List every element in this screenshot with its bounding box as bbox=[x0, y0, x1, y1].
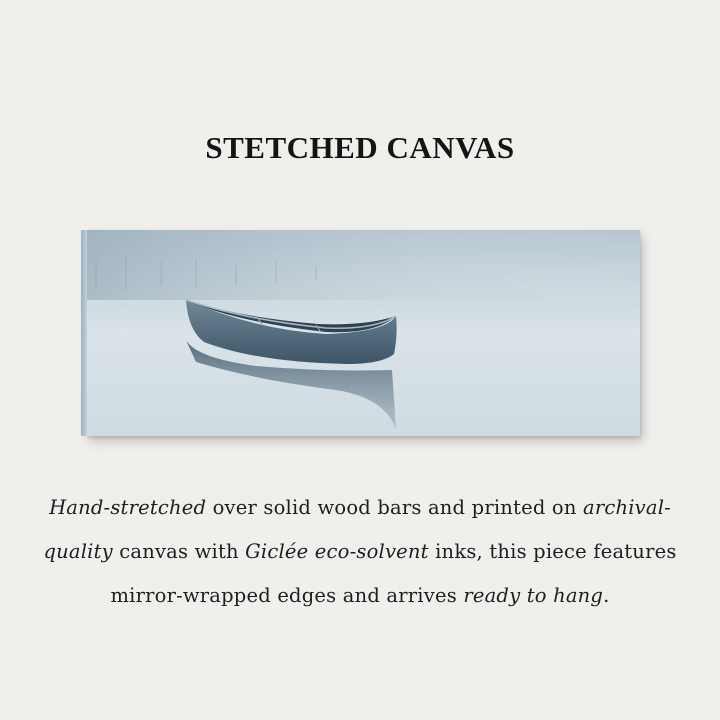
page-title: STETCHED CANVAS bbox=[205, 130, 515, 165]
desc-hand-stretched: Hand-stretched bbox=[49, 496, 207, 519]
desc-text-1: over solid wood bars and printed on bbox=[206, 496, 583, 519]
mist-treeline bbox=[86, 230, 640, 300]
artwork-canoe-painting bbox=[86, 230, 640, 436]
canvas-wrapped-edge bbox=[81, 230, 87, 436]
desc-text-3: inks, this piece features mirror-wrapped edges and arrives bbox=[110, 540, 677, 607]
product-description bbox=[40, 486, 680, 618]
desc-text-2: canvas with bbox=[112, 540, 246, 563]
desc-giclee: Giclée eco-solvent bbox=[245, 540, 429, 563]
desc-period: . bbox=[603, 584, 610, 607]
canvas-print bbox=[86, 230, 640, 436]
desc-archival-quality: archival-quality bbox=[43, 496, 671, 563]
desc-ready-to-hang: ready to hang bbox=[463, 584, 604, 607]
